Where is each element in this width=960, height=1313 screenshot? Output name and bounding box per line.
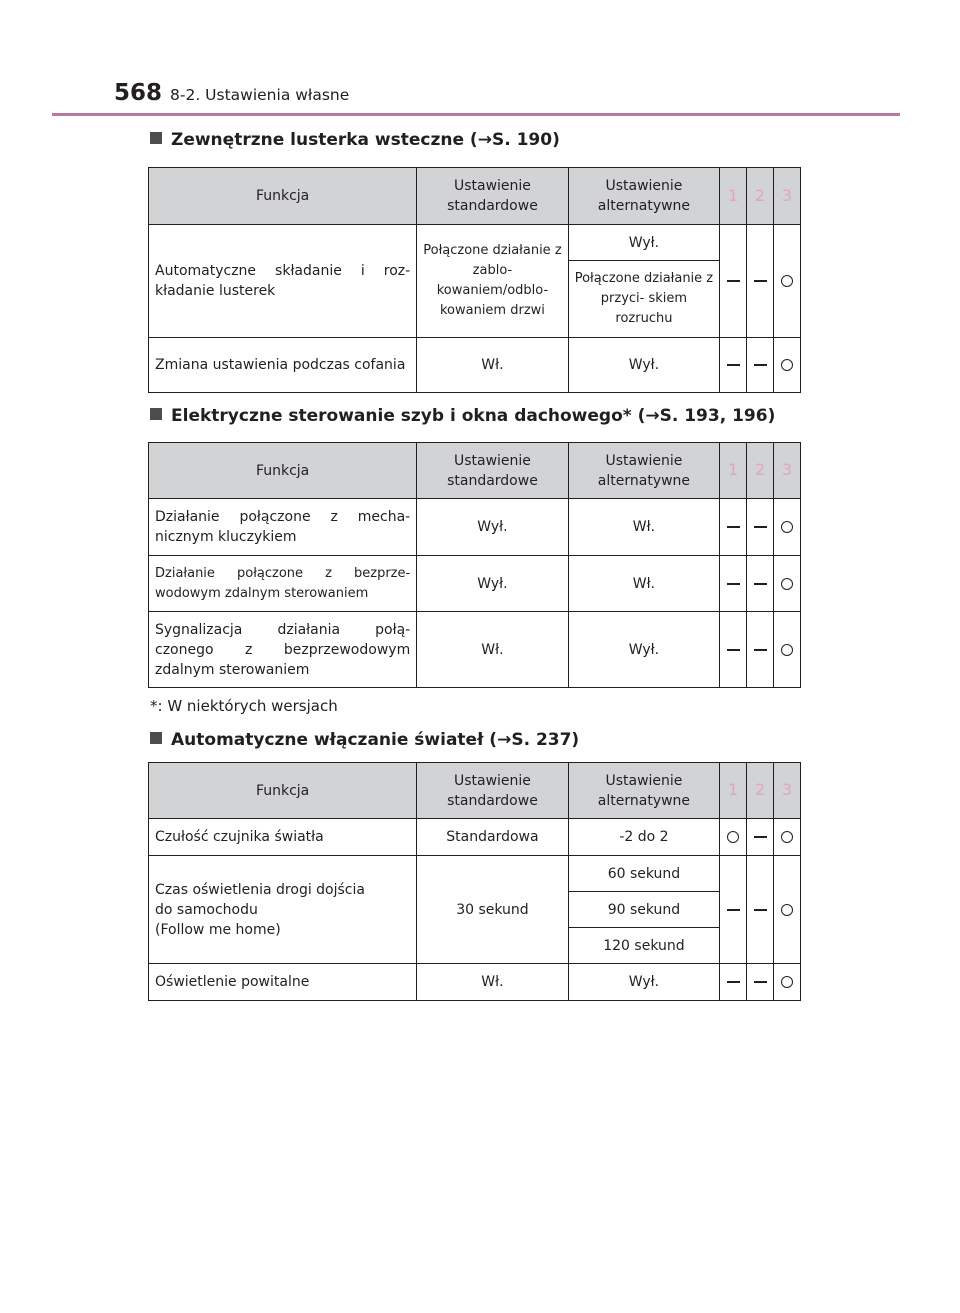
table-row (149, 819, 801, 856)
mark-dash (720, 499, 747, 556)
table-header-row (149, 168, 801, 225)
function-cell: Czułość czujnika światła (149, 819, 417, 856)
standard-cell: Wył. (417, 556, 568, 612)
table-header-row (149, 763, 801, 819)
square-bullet-icon (150, 408, 162, 420)
mark-circle (774, 499, 801, 556)
circled-2-icon: 2 (754, 460, 766, 479)
circle-icon (781, 644, 793, 656)
dash-icon (754, 280, 767, 282)
alternative-cell: Połączone działanie z przyci- skiem rozruchu (568, 261, 719, 338)
circled-3-icon: 3 (781, 780, 793, 799)
mark-dash (747, 612, 774, 688)
alternative-cell: -2 do 2 (568, 819, 719, 856)
standard-cell: Wł. (417, 964, 568, 1001)
number-2-icon (747, 443, 774, 499)
number-2-icon (747, 168, 774, 225)
circled-1-icon: 1 (728, 780, 739, 799)
column-header-alternative: Ustawienie alternatywne (568, 443, 719, 499)
column-header-alternative: Ustawienie alternatywne (568, 168, 719, 225)
alternative-cell: Wył. (568, 338, 719, 393)
number-3-icon (774, 443, 801, 499)
page-number: 568 (114, 80, 163, 106)
dash-icon (727, 583, 740, 585)
section-title: Zewnętrzne lusterka wsteczne ( (171, 130, 478, 150)
page-reference: →S. 237) (497, 730, 580, 750)
function-line: Czas oświetlenia drogi dojścia (155, 881, 365, 898)
dash-icon (754, 583, 767, 585)
circled-1-icon: 1 (728, 185, 739, 205)
mark-dash (720, 964, 747, 1001)
table-row (149, 964, 801, 1001)
mark-dash (747, 499, 774, 556)
section-title: Elektryczne sterowanie szyb i okna dachowego* ( (171, 406, 646, 426)
function-cell: Zmiana ustawienia podczas cofania (149, 338, 417, 393)
dash-icon (727, 364, 740, 366)
circle-icon (781, 521, 793, 533)
circle-icon (781, 578, 793, 590)
mark-circle (774, 964, 801, 1001)
mark-dash (720, 338, 747, 393)
mark-circle (774, 225, 801, 338)
alternative-cell: 60 sekund (568, 856, 719, 892)
column-header-function: Funkcja (149, 168, 417, 225)
column-header-standard: Ustawienie standardowe (417, 168, 568, 225)
table-row (149, 612, 801, 688)
chapter-title: 8-2. Ustawienia własne (170, 86, 350, 104)
column-header-standard: Ustawienie standardowe (417, 443, 568, 499)
table-row (149, 225, 801, 261)
footnote: *: W niektórych wersjach (150, 697, 338, 715)
mark-circle (720, 819, 747, 856)
page-reference: →S. 193, 196) (645, 406, 776, 426)
mark-dash (720, 556, 747, 612)
table-header-row (149, 443, 801, 499)
column-header-alternative: Ustawienie alternatywne (568, 763, 719, 819)
alternative-cell: 120 sekund (568, 928, 719, 964)
number-3-icon (774, 763, 801, 819)
mark-dash (720, 225, 747, 338)
mirrors-table (148, 167, 801, 393)
dash-icon (727, 981, 740, 983)
mark-circle (774, 612, 801, 688)
mark-dash (720, 856, 747, 964)
dash-icon (754, 364, 767, 366)
dash-icon (727, 909, 740, 911)
circled-1-icon: 1 (728, 460, 739, 479)
standard-cell: 30 sekund (417, 856, 568, 964)
table-row (149, 856, 801, 892)
section-heading-windows (150, 406, 775, 426)
table-row (149, 556, 801, 612)
number-3-icon (774, 168, 801, 225)
mark-circle (774, 819, 801, 856)
alternative-cell: Wył. (568, 964, 719, 1001)
alternative-cell: Wył. (568, 225, 719, 261)
lights-table (148, 762, 801, 1001)
function-cell: Oświetlenie powitalne (149, 964, 417, 1001)
section-title: Automatyczne włączanie świateł ( (171, 730, 498, 750)
table-row (149, 499, 801, 556)
table-row (149, 338, 801, 393)
standard-cell: Standardowa (417, 819, 568, 856)
mark-dash (747, 338, 774, 393)
mark-dash (720, 612, 747, 688)
number-1-icon (720, 443, 747, 499)
square-bullet-icon (150, 132, 162, 144)
function-cell: Sygnalizacja działania połą- czonego z bezprzewodowym zdalnym sterowaniem (149, 612, 417, 688)
circled-2-icon: 2 (754, 780, 766, 799)
dash-icon (754, 649, 767, 651)
number-1-icon (720, 763, 747, 819)
alternative-cell: Wł. (568, 556, 719, 612)
circle-icon (781, 904, 793, 916)
alternative-cell: Wł. (568, 499, 719, 556)
dash-icon (727, 280, 740, 282)
alternative-cell: Wył. (568, 612, 719, 688)
alternative-cell: 90 sekund (568, 892, 719, 928)
mark-circle (774, 338, 801, 393)
column-header-function: Funkcja (149, 763, 417, 819)
function-cell: Działanie połączone z mecha- nicznym kluczykiem (149, 499, 417, 556)
square-bullet-icon (150, 732, 162, 744)
circled-3-icon: 3 (781, 460, 793, 479)
dash-icon (754, 526, 767, 528)
mark-circle (774, 856, 801, 964)
mark-circle (774, 556, 801, 612)
standard-cell: Wył. (417, 499, 568, 556)
section-heading-mirrors (150, 130, 560, 150)
function-cell: Działanie połączone z bezprze- wodowym zdalnym sterowaniem (149, 556, 417, 612)
dash-icon (727, 649, 740, 651)
mark-dash (747, 225, 774, 338)
circle-icon (781, 976, 793, 988)
windows-table (148, 442, 801, 688)
function-line: (Follow me home) (155, 921, 281, 938)
column-header-standard: Ustawienie standardowe (417, 763, 568, 819)
section-heading-lights (150, 730, 579, 750)
circle-icon (781, 359, 793, 371)
header-rule (52, 113, 900, 116)
number-1-icon (720, 168, 747, 225)
number-2-icon (747, 763, 774, 819)
dash-icon (754, 909, 767, 911)
circle-icon (727, 831, 739, 843)
function-line: do samochodu (155, 901, 258, 918)
column-header-function: Funkcja (149, 443, 417, 499)
circled-3-icon: 3 (781, 185, 793, 205)
standard-cell: Wł. (417, 338, 568, 393)
standard-cell: Wł. (417, 612, 568, 688)
dash-icon (754, 981, 767, 983)
page-reference: →S. 190) (477, 130, 560, 150)
mark-dash (747, 964, 774, 1001)
dash-icon (727, 526, 740, 528)
function-cell: Automatyczne składanie i roz- kładanie lusterek (149, 225, 417, 338)
mark-dash (747, 556, 774, 612)
dash-icon (754, 836, 767, 838)
circled-2-icon: 2 (754, 185, 766, 205)
mark-dash (747, 856, 774, 964)
circle-icon (781, 275, 793, 287)
standard-cell: Połączone działanie z zablo- kowaniem/odblo- kowaniem drzwi (417, 225, 568, 338)
mark-dash (747, 819, 774, 856)
circle-icon (781, 831, 793, 843)
function-cell (149, 856, 417, 964)
